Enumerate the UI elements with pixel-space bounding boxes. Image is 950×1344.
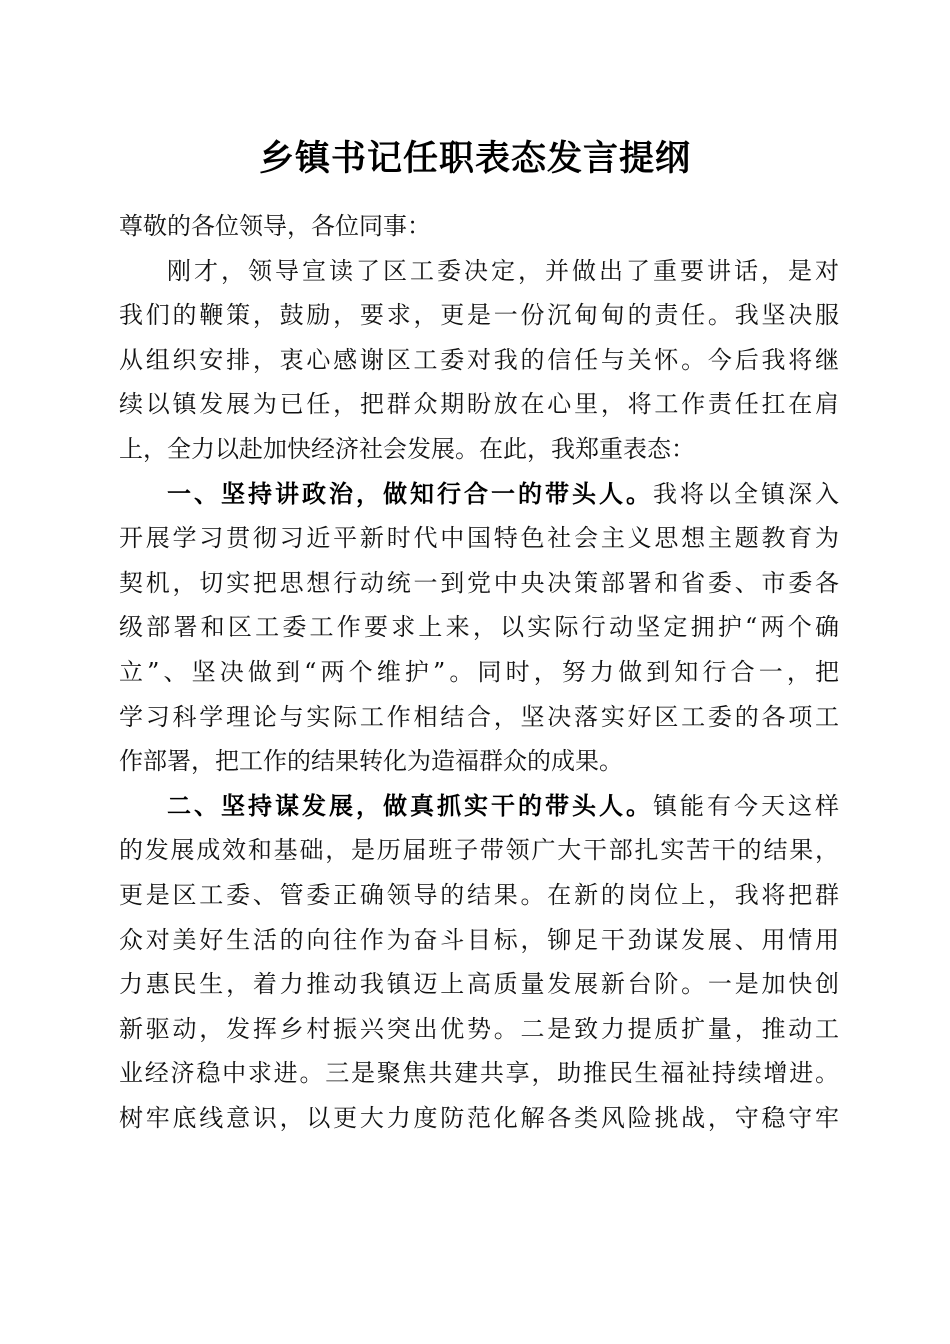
paragraph-line: 从组织安排，衷心感谢区工委对我的信任与关怀。今后我将继 [119,345,839,374]
paragraph-line: 刚才，领导宣读了区工委决定，并做出了重要讲话，是对 [167,256,839,285]
section-1-lead-text: 我将以全镇深入 [653,479,839,508]
salutation: 尊敬的各位领导，各位同事： [119,212,431,240]
paragraph-line: 更是区工委、管委正确领导的结果。在新的岗位上，我将把群 [119,880,839,909]
paragraph-line: 学习科学理论与实际工作相结合，坚决落实好区工委的各项工 [119,702,839,731]
section-heading-2: 二、坚持谋发展，做真抓实干的带头人。 [167,790,653,820]
paragraph-line: 的发展成效和基础，是历届班子带领广大干部扎实苦干的结果， [119,836,839,865]
section-heading-line [119,472,839,517]
document-title: 乡镇书记任职表态发言提纲 [258,138,691,179]
paragraph-line: 开展学习贯彻习近平新时代中国特色社会主义思想主题教育为 [119,524,839,553]
paragraph-line: 众对美好生活的向往作为奋斗目标，铆足干劲谋发展、用情用 [119,925,839,954]
section-2-lead-text: 镇能有今天这样 [653,791,839,820]
paragraph-line: 力惠民生，着力推动我镇迈上高质量发展新台阶。一是加快创 [119,970,839,999]
paragraph-line: 新驱动，发挥乡村振兴突出优势。二是致力提质扩量，推动工 [119,1014,839,1043]
paragraph-line: 续以镇发展为已任，把群众期盼放在心里，将工作责任扛在肩 [119,390,839,419]
paragraph-line: 契机，切实把思想行动统一到党中央决策部署和省委、市委各 [119,568,839,597]
paragraph-line: 上，全力以赴加快经济社会发展。在此，我郑重表态： [119,434,695,463]
paragraph-line: 树牢底线意识，以更大力度防范化解各类风险挑战，守稳守牢 [119,1103,839,1132]
section-heading-line [119,784,839,829]
paragraph-line: 立”、坚决做到“两个维护”。同时，努力做到知行合一，把 [119,657,839,686]
document-body [119,204,839,1140]
paragraph-line: 级部署和区工委工作要求上来，以实际行动坚定拥护“两个确 [119,613,839,642]
paragraph-line: 我们的鞭策，鼓励，要求，更是一份沉甸甸的责任。我坚决服 [119,301,839,330]
paragraph-line: 作部署，把工作的结果转化为造福群众的成果。 [119,747,623,776]
section-heading-1: 一、坚持讲政治，做知行合一的带头人。 [167,478,653,508]
paragraph-line: 业经济稳中求进。三是聚焦共建共享，助推民生福祉持续增进。 [119,1059,839,1088]
